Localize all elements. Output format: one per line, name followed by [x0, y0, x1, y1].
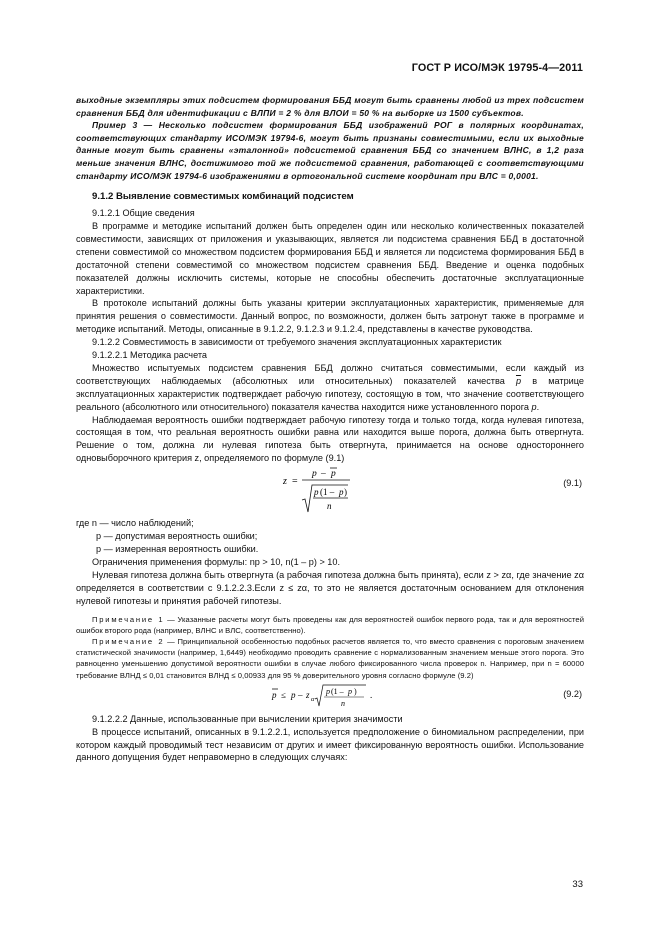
formula-9-1-number: (9.1)	[563, 478, 582, 489]
svg-text:p: p	[331, 469, 336, 480]
note-1: Примечание 1 — Указанные расчеты могут быть проведены как для вероятностей ошибок первого рода, так и для вероятностей ошибок второго рода (например, ВЛНС и ВЛС, соответственно).	[76, 614, 584, 635]
svg-text:p: p	[326, 686, 330, 696]
svg-text:(1 –: (1 –	[320, 487, 335, 498]
formula-9-1-graphic	[76, 467, 584, 517]
paragraph-binomial-distribution: В процессе испытаний, описанных в 9.1.2.2.1, используется предположение о биномиальном распределении, при котором каждый проводимый тест независим от других и имеет фиксированную вероятность ошибки. Использование данного допущения будет неправомерно в следующих случаях:	[76, 726, 584, 763]
svg-text:≤: ≤	[281, 689, 286, 700]
svg-text:n: n	[341, 698, 345, 708]
svg-text:(1 –: (1 –	[331, 686, 344, 696]
svg-text:z: z	[283, 476, 287, 488]
subsection-heading-data: 9.1.2.2.2 Данные, использованные при вычислении критерия значимости	[92, 713, 403, 724]
svg-text:.: .	[370, 689, 373, 700]
formula-9-2	[76, 683, 584, 711]
formula-limitations: Ограничения применения формулы: np > 10, n(1 – p) > 10.	[92, 556, 340, 567]
where-pbar-definition: p — измеренная вероятность ошибки.	[96, 544, 259, 554]
svg-text:p: p	[339, 487, 344, 498]
where-p-definition: p — допустимая вероятность ошибки;	[96, 531, 258, 542]
svg-text:p: p	[314, 487, 319, 498]
subsection-heading-compatibility: 9.1.2.2 Совместимость в зависимости от требуемого значения эксплуатационных характеристик	[92, 337, 502, 348]
svg-text:–: –	[298, 689, 303, 700]
note-2: Примечание 2 — Принципиальной особенностью подобных расчетов является то, что вместо сравнения с пороговым значением статистической значимости (например, 1,6449) необходимо проводить сравнение с нормализованным значением меньше этого порога. Это равноценно уменьшению допустимой вероятности ошибки в случае любого фиксированного числа проверок n. Например, при n = 60000 требование ВЛНД ≤ 0,01 становится ВЛНД ≤ 0,00933 для 95 % доверительного уровня согласно формуле (9.2)	[76, 636, 584, 680]
paragraph-program-methodology: В программе и методике испытаний должен быть определен один или несколько количественных показателей совместимости, зависящих от приложения и указывающих, является ли подсистема сравнения ББД в достаточной степени совместимой со множеством подсистем формирования ББД и является ли подсистема формирования ББД в достаточной степени совместимой со множеством подсистем сравнения ББД. Введение и оценка подобных показателей должны исключить системы, которые не способны обеспечить достаточные эксплуатационные характеристики.	[76, 220, 584, 296]
formula-9-2-graphic	[76, 683, 584, 711]
svg-text:p: p	[348, 686, 352, 696]
svg-text:α: α	[311, 695, 315, 703]
svg-text:z: z	[306, 689, 310, 700]
paragraph-observed-probability: Наблюдаемая вероятность ошибки подтверждает рабочую гипотезу тогда и только тогда, когда нулевая гипотеза, состоящая в том, что реальная вероятность ошибки равна или находится выше порога, должна быть отвергнута. Решение о том, должна ли нулевая гипотеза быть отвергнута, принимается на основе одностороннего одновыборочного критерия z, определяемого по формуле (9.1)	[76, 414, 584, 464]
section-heading: 9.1.2 Выявление совместимых комбинаций подсистем	[92, 191, 354, 203]
document-header: ГОСТ Р ИСО/МЭК 19795-4—2011	[411, 62, 583, 74]
page-number: 33	[572, 879, 583, 890]
svg-text:p: p	[312, 469, 317, 480]
svg-text:p: p	[291, 689, 296, 700]
subsection-heading-general: 9.1.2.1 Общие сведения	[92, 208, 195, 219]
formula-9-2-number: (9.2)	[563, 688, 582, 699]
example-3-paragraph: Пример 3 — Несколько подсистем формирования ББД изображений РОГ в полярных координатах, соответствующих стандарту ИСО/МЭК 19794-6, могут быть признаны совместимыми, если их выходные данные могут быть сравнены «эталонной» подсистемой сравнения ББД со значением ВЛНС, в 1,2 раза меньше значения ВЛНС, достижимого той же подсистемой сравнения, работающей с соответствующими стандарту ИСО/МЭК 19794-6 изображениями в ортогональной системе координат при ВЛС = 0,0001.	[76, 120, 584, 181]
svg-text:n: n	[327, 501, 332, 512]
document-body	[76, 94, 584, 764]
paragraph-null-hypothesis: Нулевая гипотеза должна быть отвергнута (а рабочая гипотеза должна быть принята), если z > zα, где значение zα определяется в соответствии с 9.1.2.2.3.Если z ≤ zα, то это не является достаточным основанием для отклонения нулевой гипотезы и принятия рабочей гипотезы.	[76, 569, 584, 606]
subsection-heading-method: 9.1.2.2.1 Методика расчета	[92, 350, 207, 361]
formula-9-1	[76, 467, 584, 517]
paragraph-set-of-subsystems: Множество испытуемых подсистем сравнения ББД должно считаться совместимыми, если каждый из соответствующих наблюдаемых (абсолютных или относительных) показателей качества $\overline{p}$ в матрице эксплуатационных характеристик подтверждает рабочую гипотезу, состоящую в том, что значение соответствующего реального (абсолютного или относительного) показателя качества находится ниже установленного порога p.	[76, 362, 584, 412]
svg-text:=: =	[292, 476, 298, 488]
svg-text:): )	[354, 686, 357, 696]
where-n-definition: где n — число наблюдений;	[76, 518, 194, 529]
svg-text:–: –	[321, 469, 326, 480]
intro-paragraph-continuation: выходные экземпляры этих подсистем формирования ББД могут быть сравнены любой из трех подсистем сравнения ББД для идентификации с ВЛПИ = 2 % для ВЛОИ = 50 % на выборке из 1500 субъектов.	[76, 95, 584, 118]
paragraph-test-protocol: В протоколе испытаний должны быть указаны критерии эксплуатационных характеристик, применяемые для принятия решения о совместимости. Данный вопрос, по возможности, должен быть затронут также в программе и методике испытаний. Методы, описанные в 9.1.2.2, 9.1.2.3 и 9.1.2.4, представлены в качестве руководства.	[76, 298, 584, 335]
svg-text:p: p	[272, 689, 277, 700]
svg-text:): )	[344, 487, 347, 498]
